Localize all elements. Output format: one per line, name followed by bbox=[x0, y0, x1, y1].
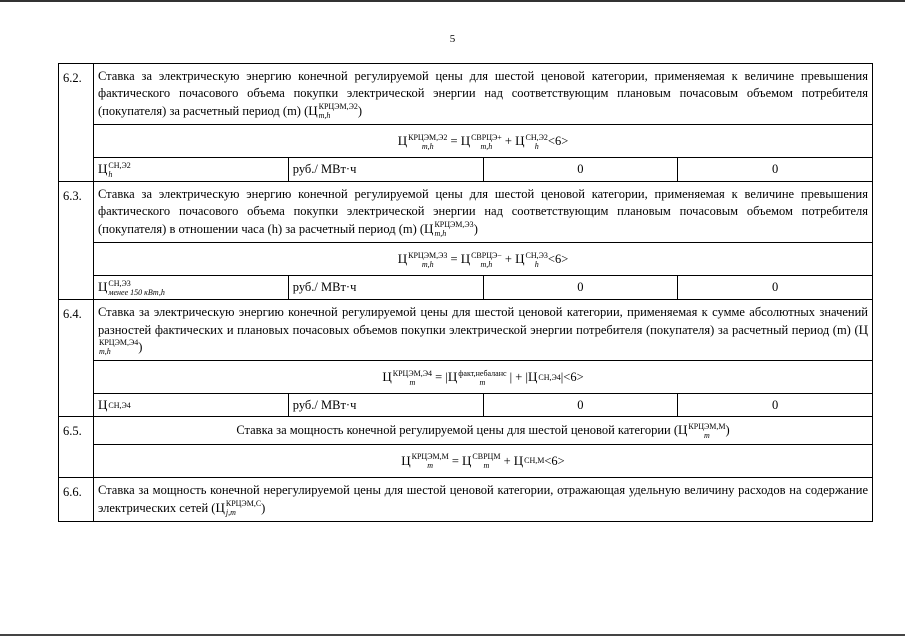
row-description: Ставка за мощность конечной нерегулируемой цены для шестой ценовой категории, отражающая удельную величину расходов на содержание электрических сетей (Ц КРЦЭМ,С j,m ) bbox=[94, 477, 873, 522]
row-6-2-description bbox=[59, 64, 873, 125]
row-6-3-values bbox=[59, 276, 873, 300]
page-number: 5 bbox=[449, 33, 456, 45]
description-text: Ставка за электрическую энергию конечной регулируемой цены для шестой ценовой категории, применяемая к величине превышения фактического почасового объема покупки электрической энергии над соответствующим плановым почасовым объемом потребителя (покупателя) за расчетный период (m) ( bbox=[98, 69, 868, 118]
description-text: Ставка за электрическую энергию конечной регулируемой цены для шестой ценовой категории, применяемая к сумме абсолютных значений разностей фактических и плановых почасовых объемов покупки электрической энергии потребителя (покупателя) за расчетный период (m) ( bbox=[98, 305, 868, 337]
value-2: 0 bbox=[678, 158, 873, 182]
price-symbol: Ц bbox=[424, 220, 434, 236]
row-6-3-description bbox=[59, 182, 873, 243]
price-symbol: Ц bbox=[858, 321, 868, 337]
price-symbol: Ц bbox=[215, 499, 225, 515]
formula: Ц КРЦЭМ,М m = Ц СВРЦМ m + Ц СН,М <6> bbox=[94, 444, 873, 477]
row-number: 6.6. bbox=[59, 477, 94, 522]
price-symbol: Ц bbox=[678, 422, 688, 438]
row-6-4-description bbox=[59, 300, 873, 361]
bottom-rule bbox=[0, 634, 905, 636]
description-text: Ставка за мощность конечной нерегулируемой цены для шестой ценовой категории, отражающая удельную величину расходов на содержание электрических сетей ( bbox=[98, 482, 868, 515]
price-symbol: Ц bbox=[308, 102, 318, 118]
top-rule bbox=[0, 0, 905, 2]
formula: Ц КРЦЭМ,Э2 m,h = Ц СВРЦЭ+ m,h + Ц СН,Э2 h <6> bbox=[94, 125, 873, 158]
row-description: Ставка за электрическую энергию конечной регулируемой цены для шестой ценовой категории, применяемая к величине превышения фактического почасового объема покупки электрической энергии над соответствующим плановым почасовым объемом потребителя (покупателя) за расчетный период (m) (Ц КРЦЭМ,Э2 m,h ) bbox=[94, 64, 873, 125]
unit: руб./ МВт·ч bbox=[288, 276, 483, 300]
component-symbol: Ц СН,Э4 bbox=[94, 394, 289, 417]
row-6-5-description bbox=[59, 417, 873, 445]
row-number: 6.5. bbox=[59, 417, 94, 478]
row-6-5-formula bbox=[59, 444, 873, 477]
value-1: 0 bbox=[483, 394, 678, 417]
row-6-3-formula bbox=[59, 243, 873, 276]
unit: руб./ МВт·ч bbox=[288, 158, 483, 182]
row-6-6-description bbox=[59, 477, 873, 522]
formula: Ц КРЦЭМ,Э4 m = |Ц факт,небаланс m | + |Ц СН,Э4 |<6> bbox=[94, 361, 873, 394]
row-description: Ставка за электрическую энергию конечной регулируемой цены для шестой ценовой категории, применяемая к величине превышения фактического почасового объема покупки электрической энергии над соответствующим плановым почасовым объемом потребителя (покупателя) в отношении часа (h) за расчетный период (m) (Ц КРЦЭМ,Э3 m,h ) bbox=[94, 182, 873, 243]
row-6-4-values bbox=[59, 394, 873, 417]
value-2: 0 bbox=[678, 276, 873, 300]
description-text: Ставка за электрическую энергию конечной регулируемой цены для шестой ценовой категории, применяемая к величине превышения фактического почасового объема покупки электрической энергии над соответствующим плановым почасовым объемом потребителя (покупателя) в отношении часа (h) за расчетный период (m) ( bbox=[98, 187, 868, 236]
row-description: Ставка за электрическую энергию конечной регулируемой цены для шестой ценовой категории, применяемая к сумме абсолютных значений разностей фактических и плановых почасовых объемов покупки электрической энергии потребителя (покупателя) за расчетный период (m) (Ц КРЦЭМ,Э4 m,h ) bbox=[94, 300, 873, 361]
row-description: Ставка за мощность конечной регулируемой цены для шестой ценовой категории (Ц КРЦЭМ,М m ) bbox=[94, 417, 873, 445]
value-1: 0 bbox=[483, 158, 678, 182]
row-6-2-formula bbox=[59, 125, 873, 158]
formula: Ц КРЦЭМ,Э3 m,h = Ц СВРЦЭ− m,h + Ц СН,Э3 h <6> bbox=[94, 243, 873, 276]
tariff-table bbox=[58, 63, 873, 522]
component-symbol: Ц СН,Э3 менее 150 кВт,h bbox=[94, 276, 289, 300]
value-1: 0 bbox=[483, 276, 678, 300]
value-2: 0 bbox=[678, 394, 873, 417]
row-6-2-values bbox=[59, 158, 873, 182]
row-number: 6.3. bbox=[59, 182, 94, 300]
row-number: 6.2. bbox=[59, 64, 94, 182]
row-number: 6.4. bbox=[59, 300, 94, 417]
component-symbol: Ц СН,Э2 h bbox=[94, 158, 289, 182]
row-6-4-formula bbox=[59, 361, 873, 394]
unit: руб./ МВт·ч bbox=[288, 394, 483, 417]
description-text: Ставка за мощность конечной регулируемой цены для шестой ценовой категории ( bbox=[236, 423, 679, 438]
sub-sup: КРЦЭМ,Э2 m,h bbox=[318, 102, 358, 121]
